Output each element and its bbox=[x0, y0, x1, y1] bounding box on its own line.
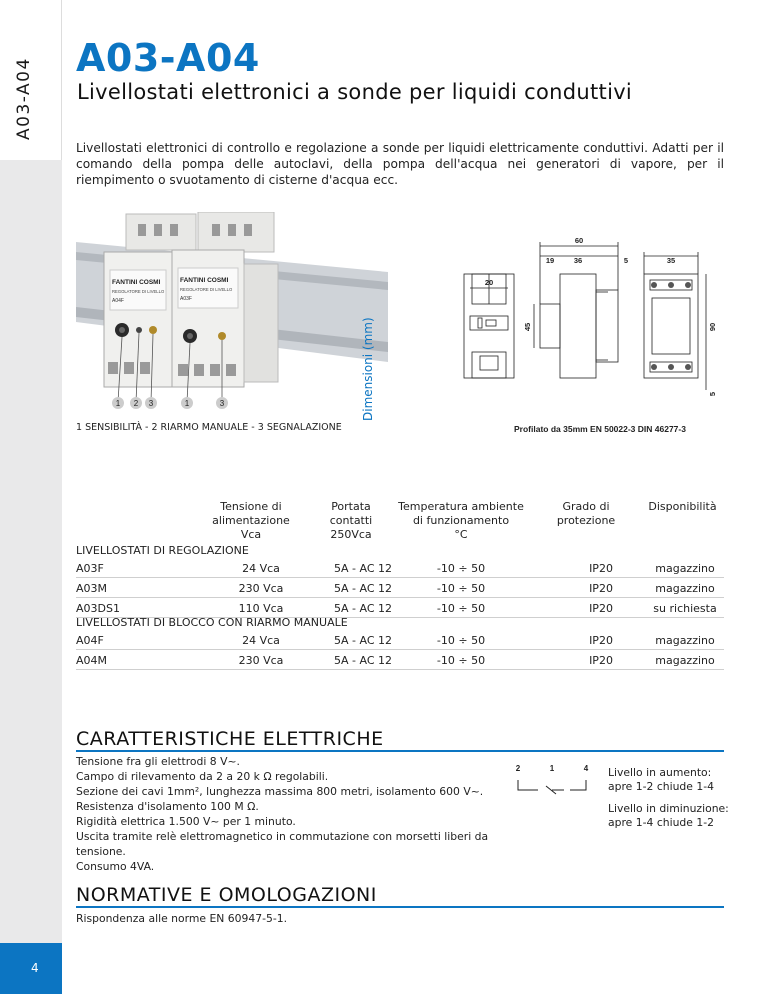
norms-heading: NORMATIVE E OMOLOGAZIONI bbox=[76, 884, 377, 906]
norms-text: Rispondenza alle norme EN 60947-5-1. bbox=[76, 912, 288, 925]
unit-right-model: A03F bbox=[180, 296, 192, 302]
callout-3: 3 bbox=[148, 399, 154, 408]
dimension-drawing bbox=[400, 234, 720, 414]
spec-line: Tensione fra gli elettrodi 8 V~. bbox=[76, 755, 240, 768]
table-cell: IP20 bbox=[589, 634, 613, 647]
table-cell: -10 ÷ 50 bbox=[436, 654, 486, 667]
sidebar-code: A03-A04 bbox=[14, 57, 34, 140]
table-cell: 5A - AC 12 bbox=[334, 582, 392, 595]
dim-90: 90 bbox=[708, 322, 717, 332]
intro-paragraph: Livellostati elettronici di controllo e regolazione a sonde per liquidi elettricamente conduttivi. Adatti per il comando della pompa delle autoclavi, della pompa dell'acqua nei generatori di vapore, per il riempimento o svuotamento di cisterne d'acqua ecc. bbox=[76, 141, 724, 187]
dimensions-label: Dimensioni (mm) bbox=[361, 317, 375, 421]
table-cell: -10 ÷ 50 bbox=[436, 582, 486, 595]
callout-4: 1 bbox=[184, 399, 190, 408]
col-header-contacts: Portata contatti 250Vca bbox=[329, 500, 373, 541]
table-cell: -10 ÷ 50 bbox=[436, 634, 486, 647]
norms-divider bbox=[76, 906, 724, 908]
table-row bbox=[76, 579, 724, 598]
level-up-title: Livello in aumento: bbox=[608, 766, 712, 779]
dim-60: 60 bbox=[574, 236, 584, 245]
spec-line: Rigidità elettrica 1.500 V~ per 1 minuto. bbox=[76, 815, 296, 828]
page-number: 4 bbox=[31, 961, 39, 975]
callout-1: 1 bbox=[115, 399, 121, 408]
dim-36: 36 bbox=[573, 256, 583, 265]
dim-45: 45 bbox=[523, 322, 532, 332]
table-cell: magazzino bbox=[655, 634, 715, 647]
spec-line: Uscita tramite relè elettromagnetico in commutazione con morsetti liberi da tensione. bbox=[76, 830, 489, 858]
electrical-specs bbox=[76, 754, 526, 874]
level-up-desc: apre 1-2 chiude 1-4 bbox=[608, 780, 714, 793]
dim-5-bottom: 5 bbox=[708, 391, 717, 397]
table-cell: A03DS1 bbox=[76, 602, 120, 615]
unit-right-subtitle: REGOLATORE DI LIVELLO bbox=[180, 287, 233, 292]
dim-35: 35 bbox=[666, 256, 676, 265]
contact-1: 1 bbox=[549, 764, 555, 773]
table-cell: 5A - AC 12 bbox=[334, 562, 392, 575]
col-header-temperature: Temperatura ambiente di funzionamento °C bbox=[398, 500, 524, 541]
callout-2: 2 bbox=[133, 399, 139, 408]
table-cell: 5A - AC 12 bbox=[334, 634, 392, 647]
table-cell: -10 ÷ 50 bbox=[436, 562, 486, 575]
contact-2: 2 bbox=[515, 764, 521, 773]
table-cell: IP20 bbox=[589, 562, 613, 575]
col-header-voltage: Tensione di alimentazione Vca bbox=[212, 500, 290, 541]
spec-line: Sezione dei cavi 1mm², lunghezza massima 800 metri, isolamento 600 V~. bbox=[76, 785, 484, 798]
table-cell: 5A - AC 12 bbox=[334, 602, 392, 615]
page-title: A03-A04 bbox=[76, 36, 260, 80]
group-lockout: LIVELLOSTATI DI BLOCCO CON RIARMO MANUALE bbox=[76, 616, 348, 629]
page-subtitle: Livellostati elettronici a sonde per liquidi conduttivi bbox=[77, 80, 633, 104]
unit-left-model: A04F bbox=[112, 298, 124, 304]
spec-line: Resistenza d'isolamento 100 M Ω. bbox=[76, 800, 259, 813]
group-regulation: LIVELLOSTATI DI REGOLAZIONE bbox=[76, 544, 249, 557]
table-cell: su richiesta bbox=[653, 602, 717, 615]
table-cell: IP20 bbox=[589, 602, 613, 615]
dim-5-top: 5 bbox=[623, 256, 629, 265]
contact-diagram bbox=[508, 762, 598, 802]
dim-19: 19 bbox=[545, 256, 555, 265]
photo-legend: 1 SENSIBILITÀ - 2 RIARMO MANUALE - 3 SEGNALAZIONE bbox=[76, 422, 342, 433]
table-row bbox=[76, 631, 724, 650]
table-cell: magazzino bbox=[655, 582, 715, 595]
level-down bbox=[608, 802, 729, 830]
table-cell: 230 Vca bbox=[238, 582, 284, 595]
table-cell: IP20 bbox=[589, 654, 613, 667]
level-up bbox=[608, 766, 714, 794]
table-cell: 24 Vca bbox=[242, 562, 280, 575]
dim-20: 20 bbox=[484, 278, 494, 287]
table-cell: 110 Vca bbox=[238, 602, 284, 615]
electrical-heading: CARATTERISTICHE ELETTRICHE bbox=[76, 728, 384, 750]
contact-4: 4 bbox=[583, 764, 589, 773]
page-number-box bbox=[0, 943, 62, 994]
table-cell: A04M bbox=[76, 654, 108, 667]
product-photo bbox=[76, 212, 388, 424]
table-cell: IP20 bbox=[589, 582, 613, 595]
table-cell: A03M bbox=[76, 582, 108, 595]
unit-left-subtitle: REGOLATORE DI LIVELLO bbox=[112, 289, 165, 294]
level-down-title: Livello in diminuzione: bbox=[608, 802, 729, 815]
spec-line: Campo di rilevamento da 2 a 20 k Ω regolabili. bbox=[76, 770, 329, 783]
col-header-protection: Grado di protezione bbox=[556, 500, 616, 527]
table-row bbox=[76, 651, 724, 670]
table-cell: magazzino bbox=[655, 562, 715, 575]
unit-right-brand: FANTINI COSMI bbox=[180, 277, 229, 284]
table-cell: 5A - AC 12 bbox=[334, 654, 392, 667]
table-row bbox=[76, 559, 724, 578]
col-header-availability: Disponibilità bbox=[648, 500, 717, 513]
table-cell: A03F bbox=[76, 562, 104, 575]
table-cell: 24 Vca bbox=[242, 634, 280, 647]
spec-line: Consumo 4VA. bbox=[76, 860, 155, 873]
electrical-divider bbox=[76, 750, 724, 752]
din-profile-note: Profilato da 35mm EN 50022-3 DIN 46277-3 bbox=[514, 424, 686, 434]
table-cell: -10 ÷ 50 bbox=[436, 602, 486, 615]
unit-left-brand: FANTINI COSMI bbox=[112, 279, 161, 286]
table-cell: 230 Vca bbox=[238, 654, 284, 667]
table-cell: A04F bbox=[76, 634, 104, 647]
table-cell: magazzino bbox=[655, 654, 715, 667]
level-down-desc: apre 1-4 chiude 1-2 bbox=[608, 816, 714, 829]
callout-5: 3 bbox=[219, 399, 225, 408]
